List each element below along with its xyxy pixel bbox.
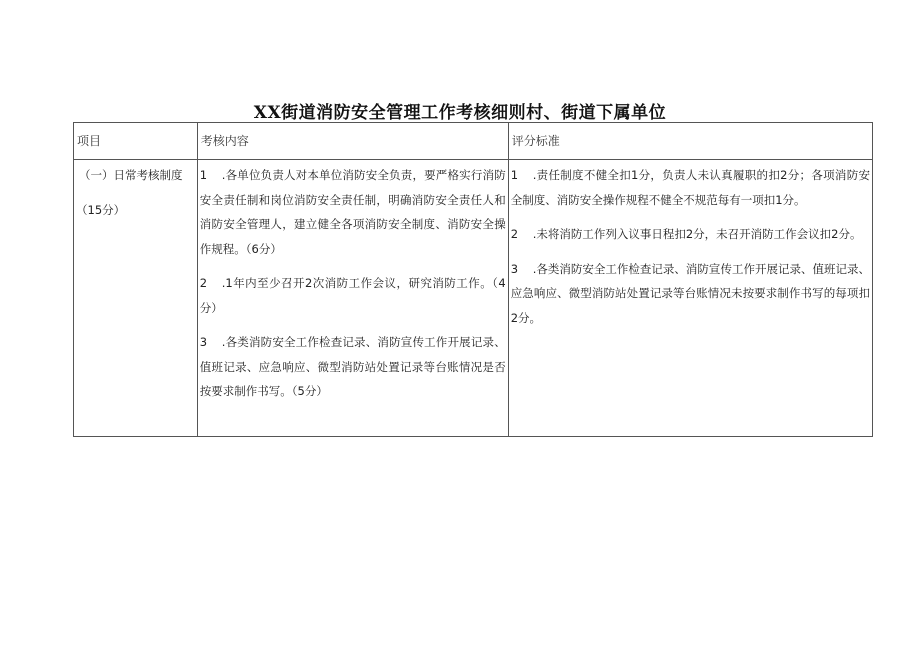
content-paragraph: [200, 271, 506, 320]
table-header-row: [74, 123, 873, 160]
content-number: 3: [199, 335, 208, 349]
criteria-number: 3: [510, 261, 519, 276]
header-item: 项目: [74, 123, 198, 160]
header-criteria: 评分标准: [508, 123, 872, 160]
criteria-number: 2: [510, 227, 519, 241]
content-number: 1: [199, 168, 208, 182]
header-content: 考核内容: [197, 123, 508, 160]
criteria-paragraph: [511, 222, 870, 247]
page-title: XX街道消防安全管理工作考核细则村、街道下属单位: [253, 103, 667, 123]
content-text: .1年内至少召开2次消防工作会议，研究消防工作。（4分）: [199, 276, 506, 315]
assessment-table: [73, 122, 873, 437]
criteria-number: 1: [510, 168, 519, 182]
content-cell: [197, 160, 508, 437]
criteria-text: .各类消防安全工作检查记录、消防宣传工作开展记录、值班记录、应急响应、微型消防站处置记录等台账情况未按要求制作书写的每项扣2分。: [510, 261, 870, 325]
item-name: （一）日常考核制度: [79, 168, 183, 182]
item-cell: [74, 160, 198, 437]
content-paragraph: [200, 330, 506, 404]
criteria-text: .责任制度不健全扣1分，负责人未认真履职的扣2分；各项消防安全制度、消防安全操作规程不健全不规范每有一项扣1分。: [510, 168, 870, 207]
table-row: [74, 160, 873, 437]
criteria-cell: [508, 160, 872, 437]
criteria-text: .未将消防工作列入议事日程扣2分，未召开消防工作会议扣2分。: [532, 227, 862, 241]
item-score: （15分）: [76, 203, 126, 217]
criteria-paragraph: [511, 257, 870, 331]
criteria-paragraph: [511, 163, 870, 212]
content-number: 2: [199, 276, 208, 290]
content-text: .各单位负责人对本单位消防安全负责，要严格实行消防安全责任制和岗位消防安全责任制，明确消防安全责任人和消防安全管理人，建立健全各项消防安全制度、消防安全操作规程。（6分）: [199, 168, 506, 256]
content-paragraph: [200, 163, 506, 261]
content-text: .各类消防安全工作检查记录、消防宣传工作开展记录、值班记录、应急响应、微型消防站处置记录等台账情况是否按要求制作书写。（5分）: [199, 335, 506, 398]
